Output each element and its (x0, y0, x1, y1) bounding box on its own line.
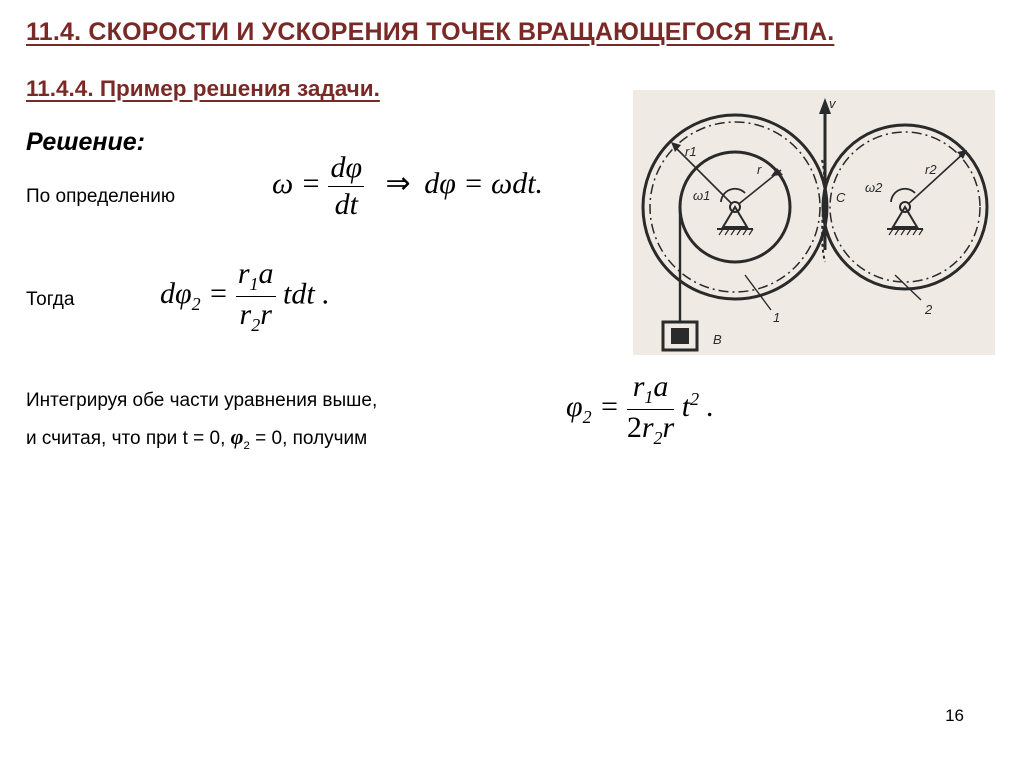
formula-3-denominator: $2r_2r$ (626, 410, 675, 448)
gear-mechanism-drawing (633, 90, 995, 355)
label-omega1: ω1 (693, 188, 711, 203)
omega2-arc (891, 189, 915, 202)
label-omega2: ω2 (865, 180, 883, 195)
gear-mechanism-figure (633, 90, 995, 355)
formula-3-numerator: $r_1a$ (627, 371, 674, 410)
omega1-arc (721, 189, 745, 202)
formula-dphi2 (160, 258, 330, 335)
implies-arrow: ⇒ (385, 166, 411, 200)
formula-1-denominator: dt (334, 187, 358, 221)
formula-2-rhs: tdt . (283, 277, 330, 311)
bearing-2 (887, 202, 923, 235)
label-r2: r2 (925, 162, 937, 177)
formula-3-lhs: $\varphi_2$ = (566, 390, 620, 428)
text-then: Тогда (26, 289, 75, 310)
page-number: 16 (945, 706, 964, 725)
formula-1-numerator: dφ (328, 152, 364, 187)
label-v: v (829, 96, 836, 111)
formula-1-rhs: dφ = ωdt. (424, 166, 544, 200)
label-r: r (757, 162, 762, 177)
radius-r2-line (905, 152, 965, 207)
formula-omega-definition (272, 152, 543, 220)
label-r1: r1 (685, 144, 697, 159)
label-2: 2 (925, 302, 933, 317)
formula-2-denominator: $r_2r$ (239, 297, 272, 335)
slide-subtitle: 11.4.4. Пример решения задачи. (26, 76, 380, 101)
formula-phi2-result (566, 371, 714, 448)
formula-2-fraction (236, 258, 276, 335)
label-c: C (836, 190, 846, 205)
label-b: B (713, 332, 722, 347)
text-integrating: Интегрируя обе части уравнения выше, (26, 390, 378, 411)
slide-title: 11.4. СКОРОСТИ И УСКОРЕНИЯ ТОЧЕК ВРАЩАЮЩЕГОСЯ ТЕЛА. (26, 18, 835, 46)
formula-1-fraction (328, 152, 364, 220)
formula-2-numerator: $r_1a$ (236, 258, 276, 297)
formula-3-rhs: $t^2$ . (681, 389, 715, 424)
label-1: 1 (773, 310, 781, 325)
bearing-1 (717, 202, 753, 235)
formula-2-lhs: $d\varphi_2$ = (160, 277, 229, 315)
formula-1-lhs: ω = (272, 166, 321, 200)
formula-3-fraction (627, 371, 674, 448)
load-block (663, 322, 697, 350)
radius-r-arrowhead (771, 168, 783, 176)
text-by-definition: По определению (26, 186, 176, 207)
solution-label: Решение: (26, 128, 145, 156)
text-assuming: и считая, что при t = 0, $\varphi_2 = 0$, получим (26, 424, 368, 452)
